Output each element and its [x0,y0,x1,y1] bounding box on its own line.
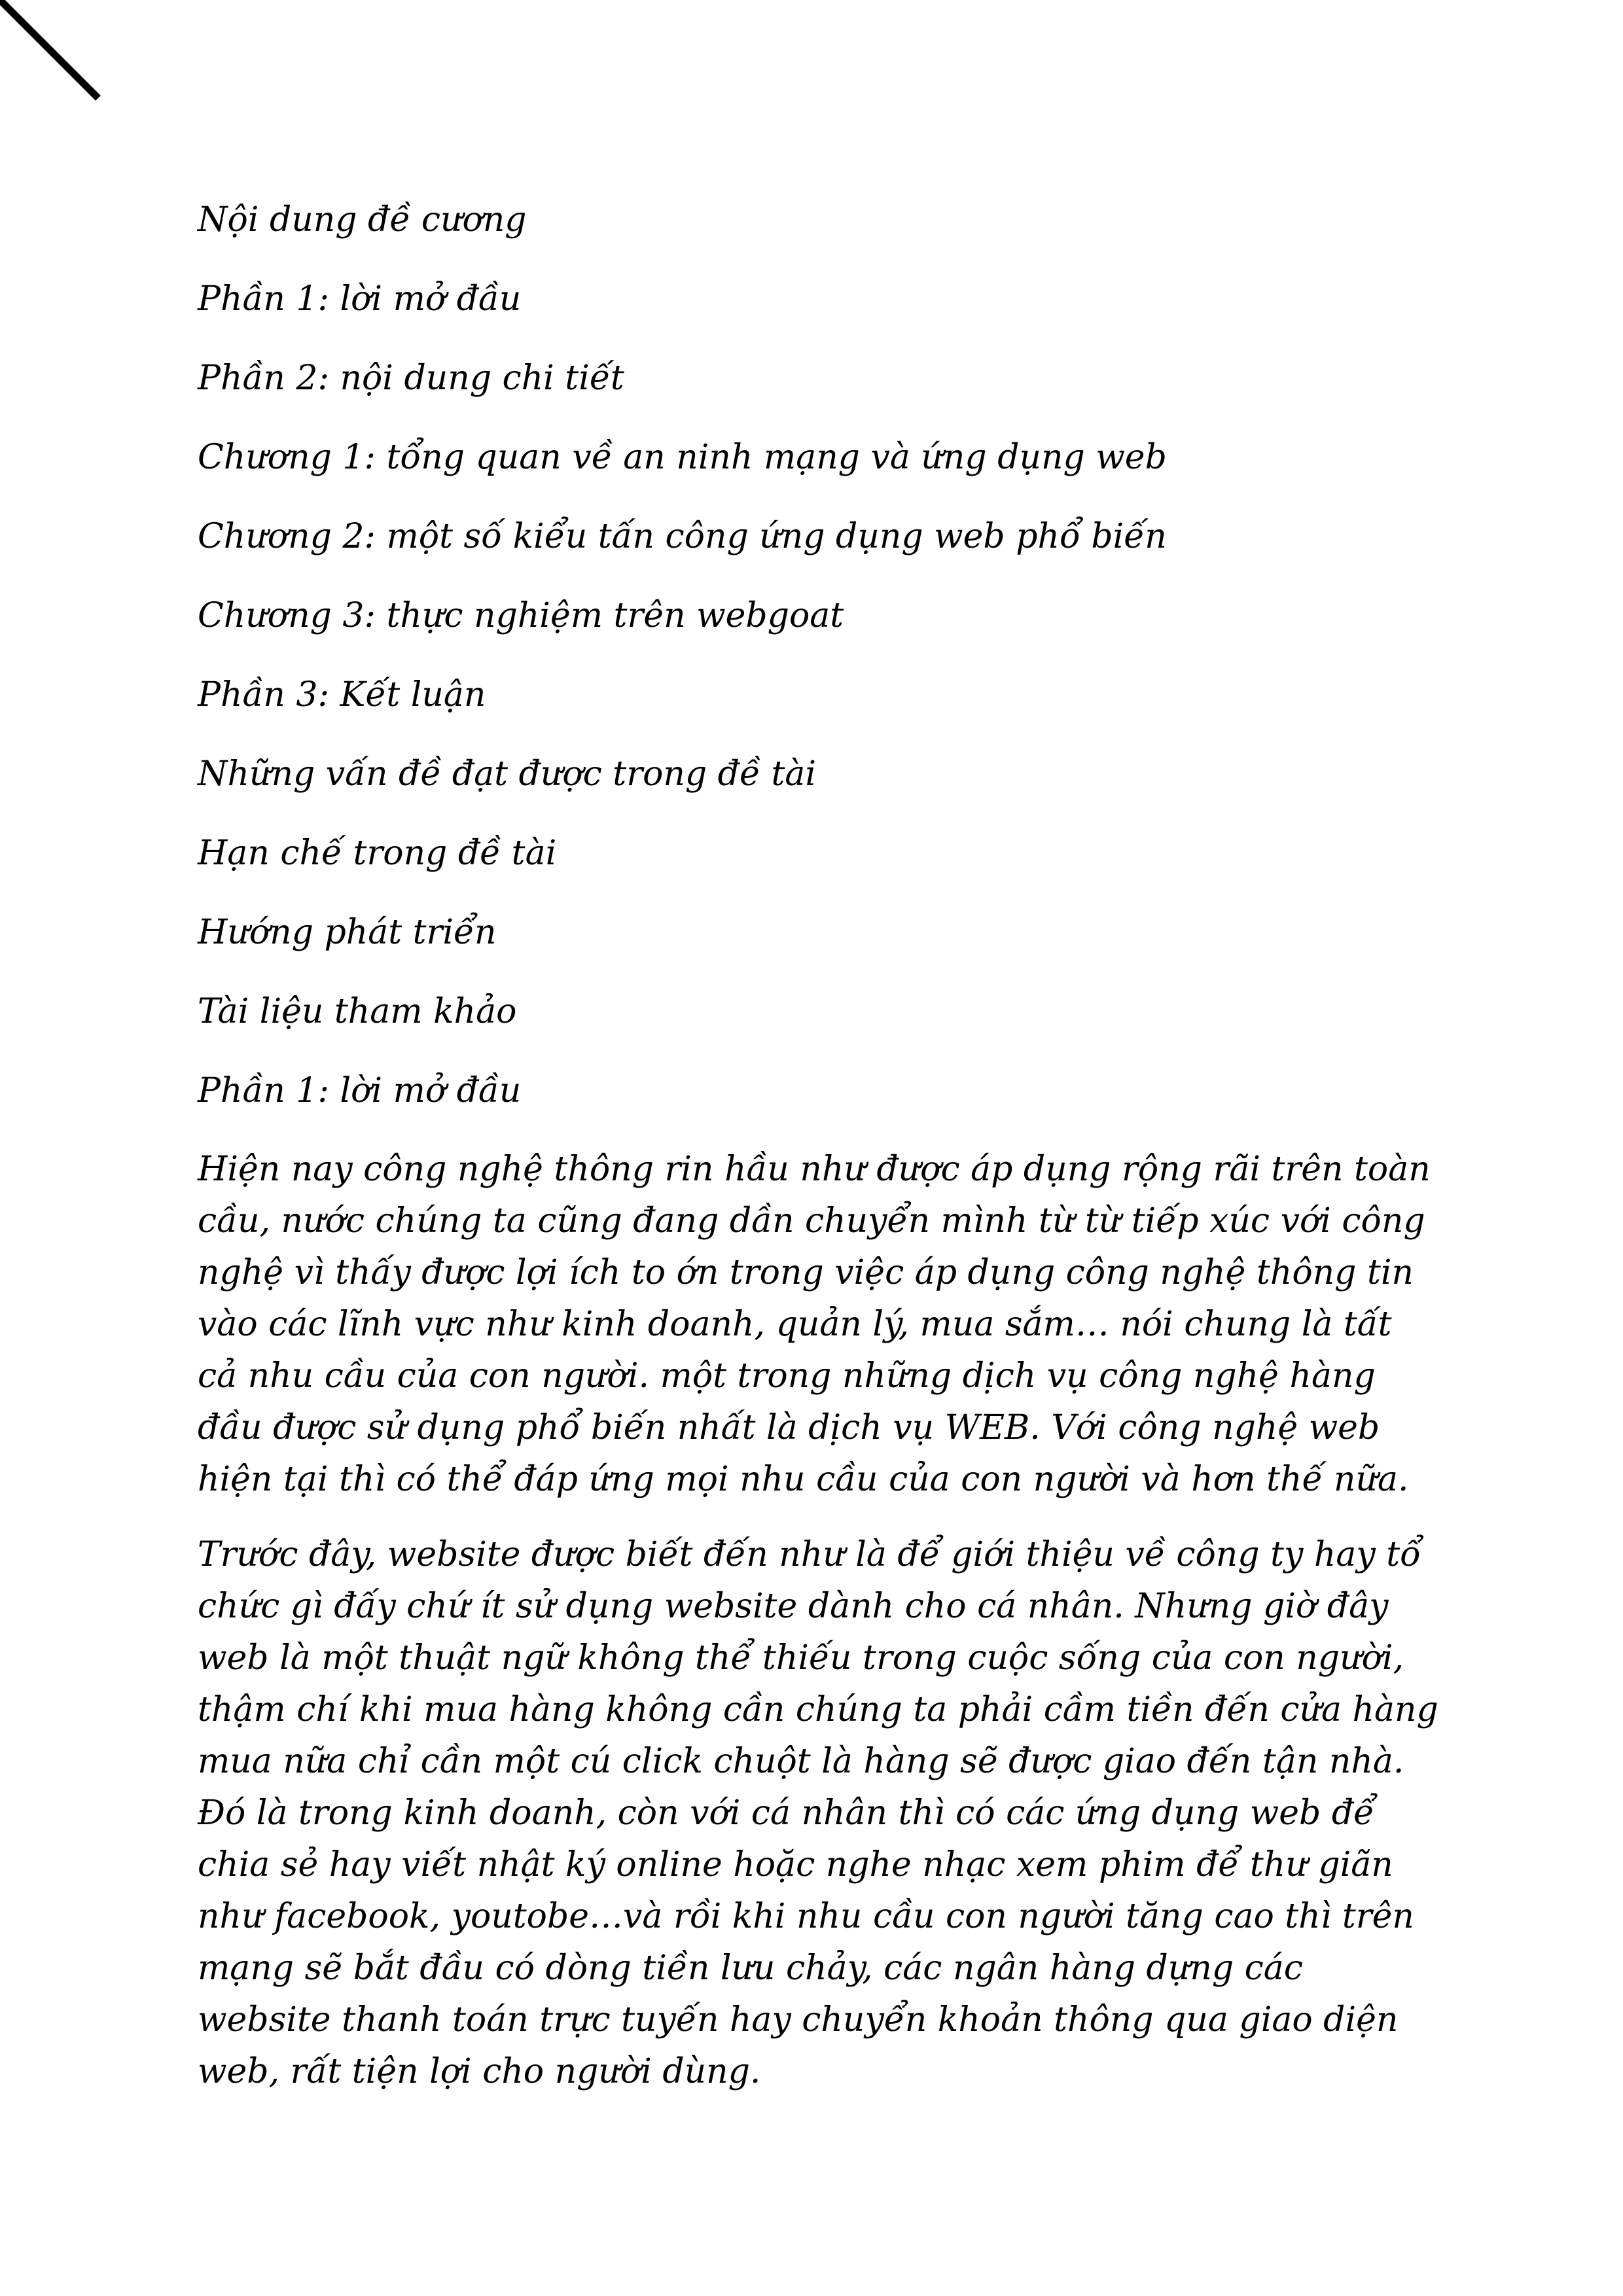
outline-item: Chương 3: thực nghiệm trên webgoat [198,596,844,635]
outline-item: Hướng phát triển [198,913,497,952]
section-heading: Phần 1: lời mở đầu [198,1071,522,1110]
document-body [198,194,1441,2121]
outline-item: Chương 1: tổng quan về an ninh mạng và ứng dụng web [198,438,1167,477]
corner-line-mark [0,0,105,105]
outline-title: Nội dung đề cương [198,200,527,239]
body-paragraph: Trước đây, website được biết đến như là để giới thiệu về công ty hay tổ chức gì đấy chứ ít sử dụng website dành cho cá nhân. Nhưng giờ đây web là một thuật ngữ không thể thiếu trong cuộc sống của con người, thậm chí khi mua hàng không cần chúng ta phải cầm tiền đến cửa hàng mua nữa chỉ cần một cú click chuột là hàng sẽ được giao đến tận nhà. Đó là trong kinh doanh, còn với cá nhân thì có các ứng dụng web để chia sẻ hay viết nhật ký online hoặc nghe nhạc xem phim để thư giãn như facebook, youtobe…và rồi khi nhu cầu con người tăng cao thì trên mạng sẽ bắt đầu có dòng tiền lưu chảy, các ngân hàng dựng các website thanh toán trực tuyến hay chuyển khoản thông qua giao diện web, rất tiện lợi cho người dùng. [198,1535,1438,2091]
outline-item: Phần 2: nội dung chi tiết [198,359,624,398]
outline-list [198,194,1441,1144]
body-paragraph: Hiện nay công nghệ thông rin hầu như được áp dụng rộng rãi trên toàn cầu, nước chúng ta cũng đang dần chuyển mình từ từ tiếp xúc với công nghệ vì thấy được lợi ích to ớn trong việc áp dụng công nghệ thông tin vào các lĩnh vực như kinh doanh, quản lý, mua sắm… nói chung là tất cả nhu cầu của con người. một trong những dịch vụ công nghệ hàng đầu được sử dụng phổ biến nhất là dịch vụ WEB. Với công nghệ web hiện tại thì có thể đáp ứng mọi nhu cầu của con người và hơn thế nữa. [198,1150,1431,1499]
outline-item: Phần 1: lời mở đầu [198,279,522,319]
outline-item: Phần 3: Kết luận [198,675,486,715]
outline-item: Hạn chế trong đề tài [198,834,557,873]
outline-item: Chương 2: một số kiểu tấn công ứng dụng web phổ biến [198,517,1167,556]
outline-item: Những vấn đề đạt được trong đề tài [198,754,817,794]
outline-item: Tài liệu tham khảo [198,992,517,1031]
